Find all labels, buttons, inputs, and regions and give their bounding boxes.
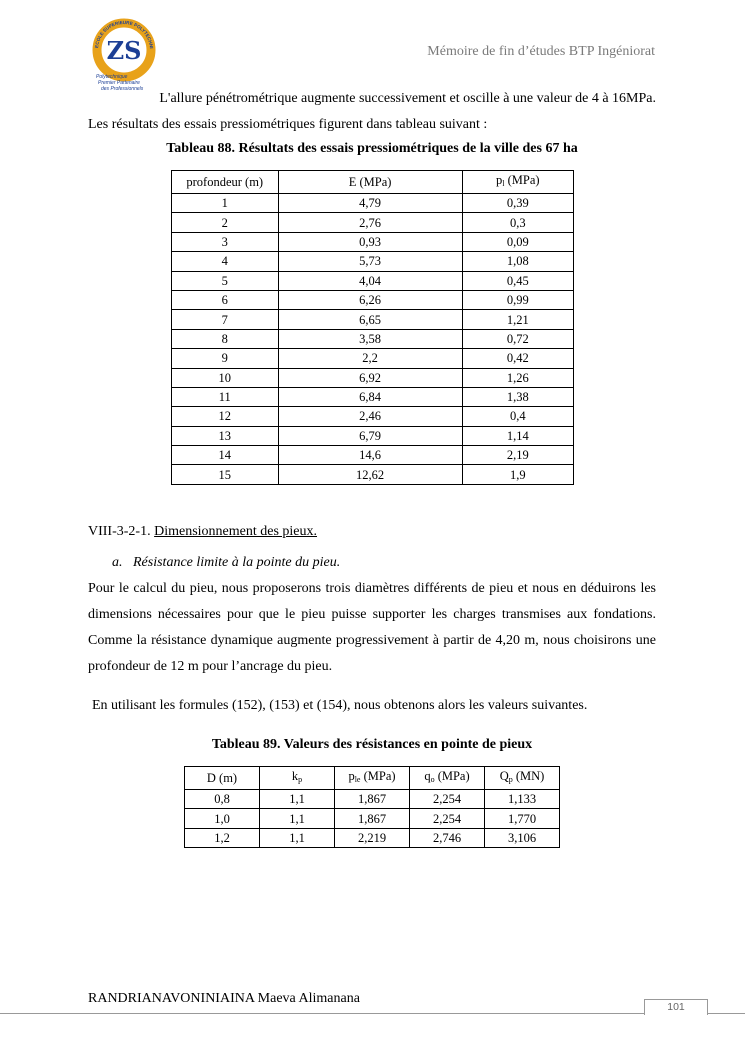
cell-modulus: 12,62 xyxy=(278,465,462,484)
cell-modulus: 14,6 xyxy=(278,446,462,465)
cell-depth: 3 xyxy=(172,232,279,251)
cell-limit-pressure: 0,09 xyxy=(462,232,573,251)
header-qo: $q_o$ (MPa) xyxy=(410,767,485,790)
logo-tagline-3: des Professionnels xyxy=(101,86,144,92)
cell-depth: 8 xyxy=(172,329,279,348)
body-paragraph-2: En utilisant les formules (152), (153) et (154), nous obtenons alors les valeurs suivantes. xyxy=(92,698,588,713)
cell-depth: 13 xyxy=(172,426,279,445)
logo-tagline-1: Polytechnique xyxy=(96,74,128,80)
cell-limit-pressure: 1,21 xyxy=(462,310,573,329)
cell-depth: 1 xyxy=(172,194,279,213)
cell-qp: 3,106 xyxy=(485,828,560,847)
footer-rule xyxy=(0,1013,745,1014)
header-depth: profondeur (m) xyxy=(172,171,279,194)
table-row xyxy=(172,271,574,290)
header-ple: $p_{le}$ (MPa) xyxy=(335,767,410,790)
body-paragraph-1: Pour le calcul du pieu, nous proposerons trois diamètres différents de pieu et nous en déduirons les dimensions nécessaires pour que le pieu puisse supporter les charges transmises aux fondations. Comme la résistance dynamique augmente progressivement à partir de 4,20 m, nous choisirons une profondeur de 12 m pour l’ancrage du pieu. xyxy=(88,581,656,674)
footer-author: RANDRIANAVONINIAINA Maeva Alimanana xyxy=(88,991,360,1006)
cell-limit-pressure: 0,72 xyxy=(462,329,573,348)
cell-qo: 2,254 xyxy=(410,790,485,809)
cell-modulus: 6,65 xyxy=(278,310,462,329)
logo-ring-text: ECOLE SUPERIEURE POLYTECHNI xyxy=(94,19,154,49)
table-row xyxy=(172,387,574,406)
cell-modulus: 2,2 xyxy=(278,349,462,368)
header-kp: $k_p$ xyxy=(260,767,335,790)
section-title: Dimensionnement des pieux. xyxy=(154,524,318,539)
logo-monogram: ZS xyxy=(106,36,142,65)
cell-depth: 14 xyxy=(172,446,279,465)
cell-qo: 2,746 xyxy=(410,828,485,847)
header-qp: $Q_p$ (MN) xyxy=(485,767,560,790)
table-row xyxy=(172,310,574,329)
cell-ple: 2,219 xyxy=(335,828,410,847)
cell-limit-pressure: 0,45 xyxy=(462,271,573,290)
intro-line-1: L'allure pénétrométrique augmente successivement et oscille à une valeur de 4 à 16MPa. xyxy=(159,91,656,106)
cell-limit-pressure: 1,08 xyxy=(462,252,573,271)
table-header-row xyxy=(185,767,560,790)
table-row xyxy=(185,809,560,828)
cell-depth: 4 xyxy=(172,252,279,271)
table-row xyxy=(172,426,574,445)
cell-modulus: 2,76 xyxy=(278,213,462,232)
cell-depth: 12 xyxy=(172,407,279,426)
school-logo xyxy=(88,14,160,92)
cell-modulus: 4,79 xyxy=(278,194,462,213)
cell-qo: 2,254 xyxy=(410,809,485,828)
cell-depth: 7 xyxy=(172,310,279,329)
table-row xyxy=(185,790,560,809)
cell-depth: 6 xyxy=(172,290,279,309)
page-number: 101 xyxy=(644,999,708,1015)
cell-modulus: 0,93 xyxy=(278,232,462,251)
table-header-row xyxy=(172,171,574,194)
cell-depth: 9 xyxy=(172,349,279,368)
subsection-heading: a. Résistance limite à la pointe du pieu. xyxy=(112,555,341,570)
pressiometric-table xyxy=(171,170,574,485)
cell-limit-pressure: 0,4 xyxy=(462,407,573,426)
header-title: Mémoire de fin d’études BTP Ingéniorat xyxy=(427,44,655,59)
cell-ple: 1,867 xyxy=(335,809,410,828)
cell-diameter: 0,8 xyxy=(185,790,260,809)
section-heading: VIII-3-2-1. Dimensionnement des pieux. xyxy=(88,524,318,539)
cell-diameter: 1,2 xyxy=(185,828,260,847)
table-row xyxy=(172,407,574,426)
cell-limit-pressure: 1,26 xyxy=(462,368,573,387)
table-row xyxy=(172,349,574,368)
cell-kp: 1,1 xyxy=(260,809,335,828)
cell-depth: 11 xyxy=(172,387,279,406)
table-row xyxy=(172,290,574,309)
cell-diameter: 1,0 xyxy=(185,809,260,828)
table-row xyxy=(172,252,574,271)
cell-qp: 1,133 xyxy=(485,790,560,809)
logo-tagline-2: Premier Partenaire xyxy=(98,80,140,86)
table-row xyxy=(172,213,574,232)
cell-limit-pressure: 2,19 xyxy=(462,446,573,465)
table-row xyxy=(185,828,560,847)
table-row xyxy=(172,232,574,251)
cell-depth: 2 xyxy=(172,213,279,232)
cell-limit-pressure: 0,3 xyxy=(462,213,573,232)
cell-modulus: 6,84 xyxy=(278,387,462,406)
table-row xyxy=(172,368,574,387)
cell-limit-pressure: 1,9 xyxy=(462,465,573,484)
cell-limit-pressure: 0,39 xyxy=(462,194,573,213)
cell-limit-pressure: 1,14 xyxy=(462,426,573,445)
cell-depth: 15 xyxy=(172,465,279,484)
cell-modulus: 3,58 xyxy=(278,329,462,348)
cell-modulus: 6,79 xyxy=(278,426,462,445)
table88-caption: Tableau 88. Résultats des essais pressiométriques de la ville des 67 ha xyxy=(166,141,578,156)
header-diameter: D (m) xyxy=(185,767,260,790)
tip-resistance-table xyxy=(184,766,560,848)
cell-depth: 5 xyxy=(172,271,279,290)
table-row xyxy=(172,446,574,465)
table-row xyxy=(172,465,574,484)
header-limit-pressure: $p_l$ (MPa) xyxy=(462,171,573,194)
cell-kp: 1,1 xyxy=(260,790,335,809)
cell-modulus: 5,73 xyxy=(278,252,462,271)
cell-ple: 1,867 xyxy=(335,790,410,809)
cell-limit-pressure: 1,38 xyxy=(462,387,573,406)
table-row xyxy=(172,329,574,348)
cell-limit-pressure: 0,99 xyxy=(462,290,573,309)
cell-modulus: 6,26 xyxy=(278,290,462,309)
cell-depth: 10 xyxy=(172,368,279,387)
cell-modulus: 6,92 xyxy=(278,368,462,387)
cell-modulus: 4,04 xyxy=(278,271,462,290)
cell-qp: 1,770 xyxy=(485,809,560,828)
intro-line-2: Les résultats des essais pressiométriques figurent dans tableau suivant : xyxy=(88,117,488,132)
header-modulus: E (MPa) xyxy=(278,171,462,194)
cell-modulus: 2,46 xyxy=(278,407,462,426)
cell-kp: 1,1 xyxy=(260,828,335,847)
cell-limit-pressure: 0,42 xyxy=(462,349,573,368)
table89-caption: Tableau 89. Valeurs des résistances en pointe de pieux xyxy=(211,737,533,752)
table-row xyxy=(172,194,574,213)
